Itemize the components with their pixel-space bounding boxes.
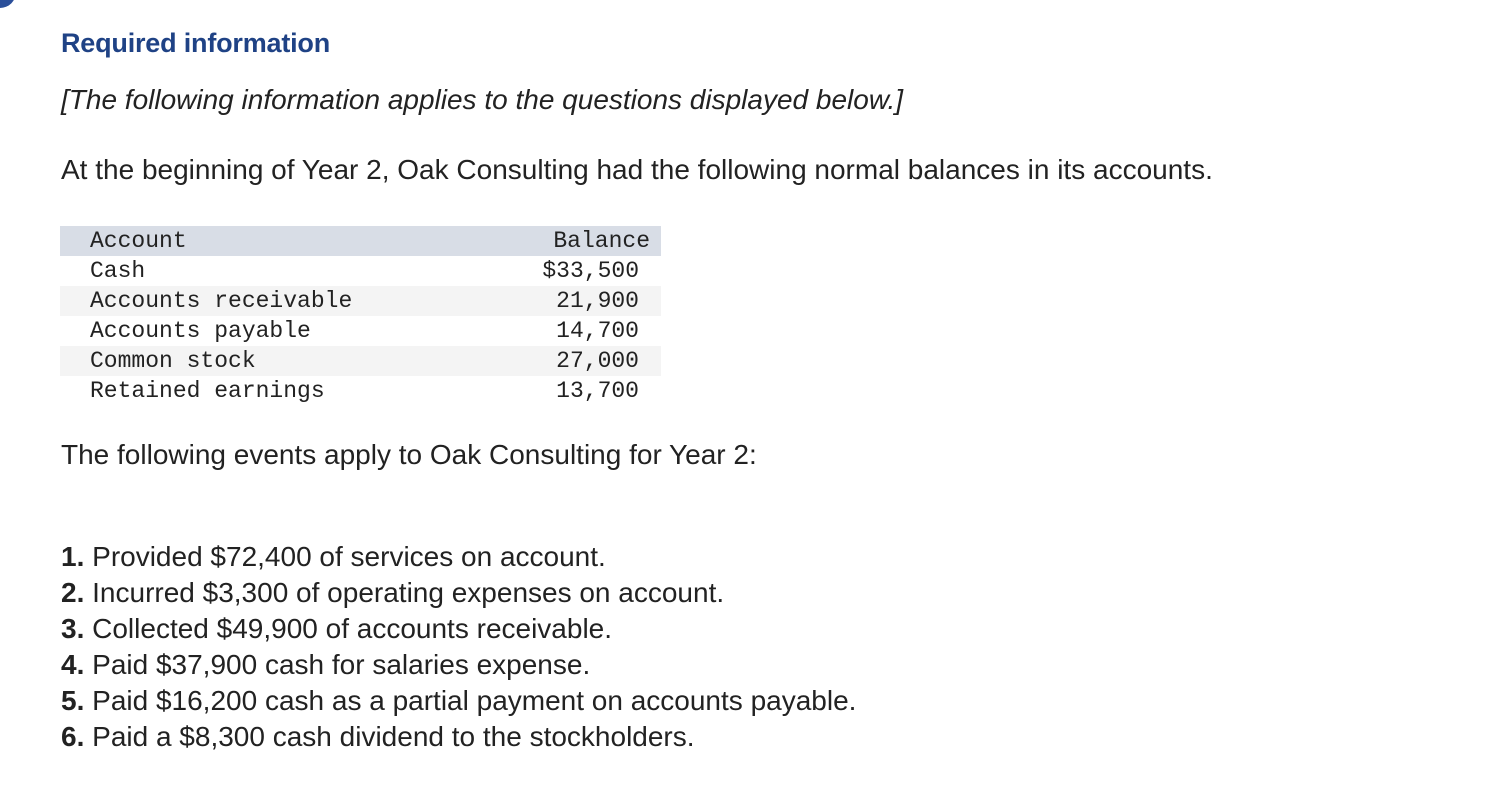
account-name: Retained earnings [90,378,325,404]
account-name: Common stock [90,348,256,374]
list-item [61,539,856,575]
table-row [60,256,661,286]
event-text: Paid $37,900 cash for salaries expense. [84,649,591,680]
account-name: Cash [90,258,146,284]
account-name: Accounts payable [90,318,311,344]
event-number: 2. [61,577,85,608]
account-name: Accounts receivable [90,288,353,314]
list-item [61,611,856,647]
balance-column-header: Balance [553,228,650,254]
event-text: Provided $72,400 of services on account. [84,541,606,572]
account-balances-table [60,226,661,406]
event-number: 1. [61,541,85,572]
account-balance: $33,500 [542,258,639,284]
account-balance: 27,000 [556,348,639,374]
list-item [61,575,856,611]
event-number: 4. [61,649,85,680]
table-row [60,376,661,406]
list-item [61,719,856,755]
info-note: [The following information applies to the questions displayed below.] [61,84,904,115]
table-header-row [60,226,661,256]
event-number: 6. [61,721,85,752]
table-row [60,286,661,316]
events-list [61,539,856,755]
event-text: Incurred $3,300 of operating expenses on account. [84,577,725,608]
table-row [60,316,661,346]
intro-text: At the beginning of Year 2, Oak Consulting had the following normal balances in its accounts. [61,154,1213,185]
event-number: 3. [61,613,85,644]
corner-badge [0,0,16,8]
list-item [61,683,856,719]
event-text: Collected $49,900 of accounts receivable. [84,613,613,644]
event-text: Paid $16,200 cash as a partial payment on accounts payable. [84,685,857,716]
account-balance: 14,700 [556,318,639,344]
page-title: Required information [61,28,331,58]
event-text: Paid a $8,300 cash dividend to the stockholders. [84,721,695,752]
event-number: 5. [61,685,85,716]
account-balance: 13,700 [556,378,639,404]
list-item [61,647,856,683]
account-balance: 21,900 [556,288,639,314]
account-column-header: Account [90,228,187,254]
events-intro-text: The following events apply to Oak Consulting for Year 2: [61,439,757,470]
table-row [60,346,661,376]
